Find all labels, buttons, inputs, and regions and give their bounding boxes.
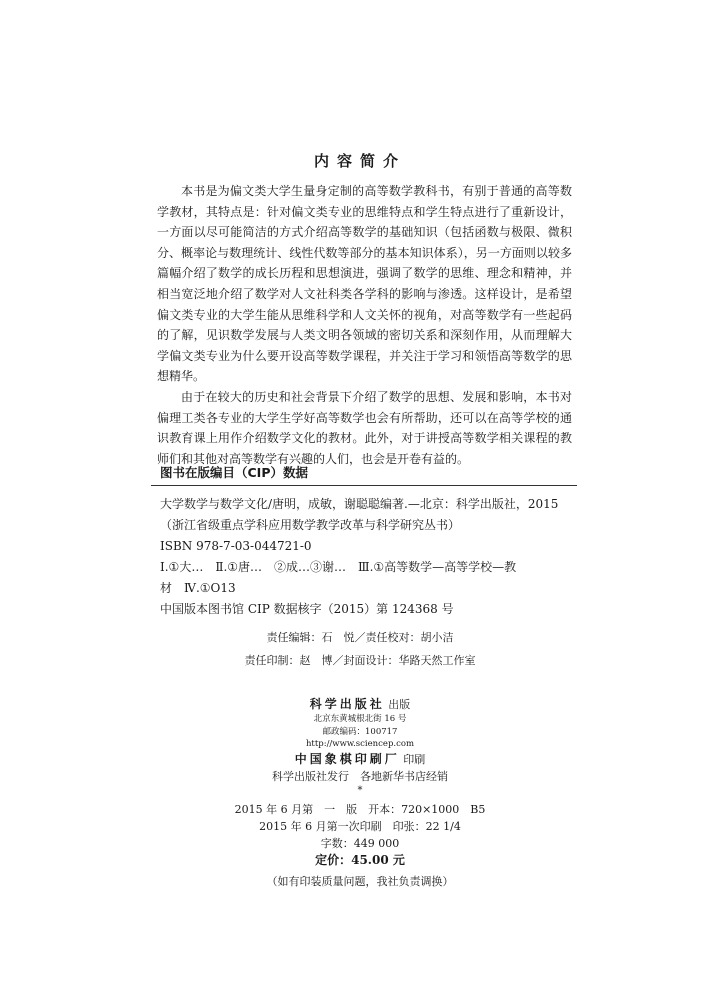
intro-paragraph-1: 本书是为偏文类大学生量身定制的高等数学教科书，有别于普通的高等数学教材，其特点是：针对偏文类专业的思维特点和学生特点进行了重新设计，一方面以尽可能简洁的方式介绍高等数学的基础知识（包括函数与极限、微积分、概率论与数理统计、线性代数等部分的基本知识体系），另一方面则以较多篇幅介绍了数学的成长历程和思想演进，强调了数学的思维、理念和精神，并相当宽泛地介绍了数学对人文社科类各学科的影响与渗透。这样设计，是希望偏文类专业的大学生能从思维科学和人文关怀的视角，对高等数学有一些起码的了解，见识数学发展与人类文明各领域的密切关系和深刻作用，从而理解大学偏文类专业为什么要开设高等数学课程，并关注于学习和领悟高等数学的思想精华。 [157, 184, 572, 384]
printer-suffix: 印刷 [403, 752, 426, 766]
cip-line-record-number: 中国版本图书馆 CIP 数据核字（2015）第 124368 号 [160, 602, 454, 616]
publisher-postcode: 邮政编码：100717 [322, 726, 398, 737]
cip-line-classification-cont: 材 Ⅳ.①O13 [160, 581, 236, 595]
editor-credits: 责任编辑：石 悦／责任校对：胡小洁 [266, 631, 454, 644]
cip-line-series: （浙江省级重点学科应用数学教学改革与科学研究丛书） [160, 518, 461, 532]
distribution-line: 科学出版社发行 各地新华书店经销 [272, 769, 448, 783]
production-credits: 责任印制：赵 博／封面设计：华路天然工作室 [244, 654, 476, 667]
separator-star: * [357, 784, 363, 796]
price: 定价：45.00 元 [315, 852, 405, 867]
intro-paragraph-2: 由于在较大的历史和社会背景下介绍了数学的思想、发展和影响，本书对偏理工类各专业的大学生学好高等数学也会有所帮助，还可以在高等学校的通识教育课上用作介绍数学文化的教材。此外，对于讲授高等数学相关课程的教师们和其他对高等数学有兴趣的人们，也会是开卷有益的。 [157, 389, 572, 466]
publisher-line [0, 696, 720, 713]
cip-title: 图书在版编目（CIP）数据 [160, 465, 308, 480]
intro-section [157, 181, 572, 469]
cip-line-isbn: ISBN 978-7-03-044721-0 [160, 539, 312, 553]
publisher-address: 北京东黄城根北街 16 号 [313, 714, 407, 724]
printing-line: 2015 年 6 月第一次印刷 印张：22 1/4 [259, 819, 461, 833]
edition-line: 2015 年 6 月第 一 版 开本：720×1000 B5 [234, 802, 486, 816]
word-count: 字数：449 000 [320, 836, 400, 850]
publication-info [0, 696, 720, 890]
printer-logo: 中国象棋印刷厂 [294, 751, 400, 766]
cip-line-title: 大学数学与数学文化/唐明，成敏，谢聪聪编著.—北京：科学出版社，2015 [160, 497, 559, 511]
printer-line [0, 751, 720, 768]
quality-notice: （如有印装质量问题，我社负责调换） [266, 874, 454, 888]
publisher-suffix: 出版 [388, 698, 411, 711]
cip-divider [151, 485, 577, 486]
cip-line-classification: Ⅰ.①大… Ⅱ.①唐… ②成…③谢… Ⅲ.①高等数学—高等学校—教 [160, 560, 517, 574]
publisher-logo: 科学出版社 [309, 697, 385, 711]
page-title: 内容简介 [313, 152, 406, 170]
publisher-website: http://www.sciencep.com [305, 739, 415, 749]
cip-record [160, 494, 572, 620]
